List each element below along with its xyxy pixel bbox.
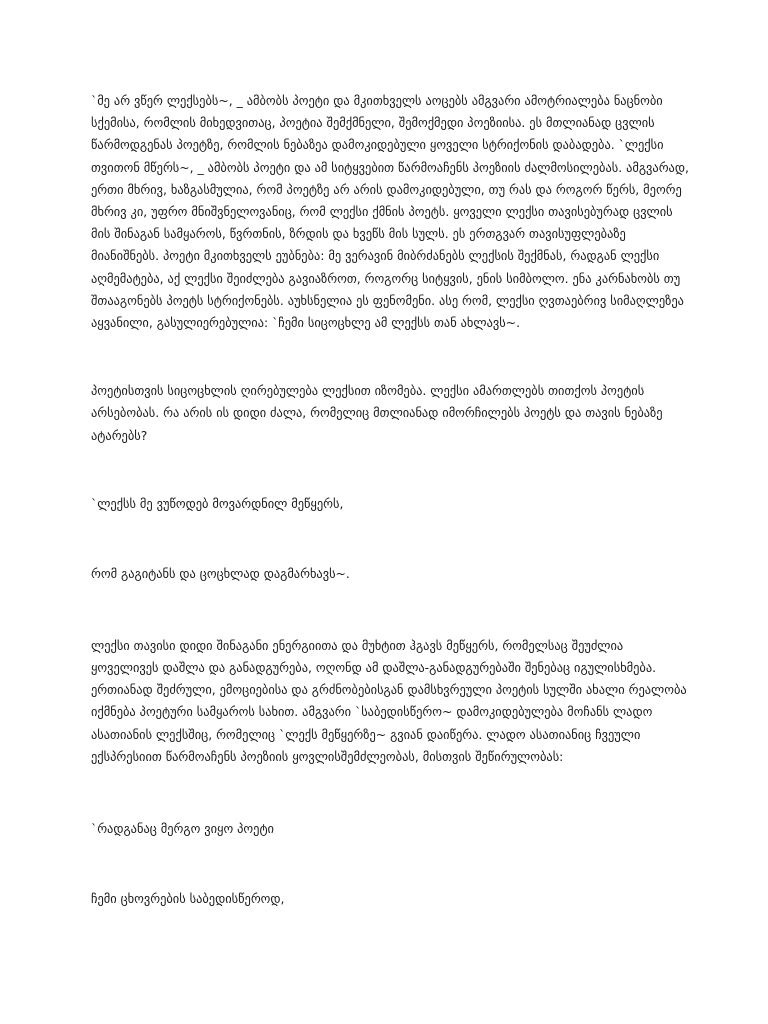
paragraph-2: პოეტისთვის სიცოცხლის ღირებულება ლექსით იზომება. ლექსი ამართლებს თითქოს პოეტის არსებობას. რა არის ის დიდი ძალა, რომელიც მთლიანად იმორჩილებს პოეტს და თავის ნებაზე ატარებს? xyxy=(91,383,663,443)
spacer xyxy=(91,515,691,563)
spacer xyxy=(91,585,691,635)
verse-line-1: `ლექსს მე ვუწოდებ მოვარდნილ მეწყერს, xyxy=(91,495,344,511)
verse-line-4: ჩემი ცხოვრების საბედისწეროდ, xyxy=(91,891,285,907)
document-body xyxy=(91,90,691,910)
verse-line-3: `რადგანაც მერგო ვიყო პოეტი xyxy=(91,821,274,837)
spacer xyxy=(91,334,691,380)
spacer xyxy=(91,447,691,493)
spacer xyxy=(91,768,691,818)
verse-line-2: რომ გაგიტანს და ცოცხლად დაგმარხავს~. xyxy=(91,565,350,581)
paragraph-3: ლექსი თავისი დიდი შინაგანი ენერგიითა და მუხტით ჰგავს მეწყერს, რომელსაც შეუძლია ყოველივეს დაშლა და განადგურება, ოღონდ ამ დაშლა-განადგურებაში შენებაც იგულისხმება. ერთიანად შეძრული, ემოციებისა და გრძნობებისგან დამსხვრეული პოეტის სულში ახალი რეალობა იქმნება პოეტური სამყაროს სახით. ამგვარი `საბედისწერო~ დამოკიდებულება მოჩანს ლადო ასათიანის ლექსშიც, რომელიც `ლექს მეწყერზე~ გვიან დაიწერა. ლადო ასათიანიც ჩვეული ექსპრესიით წარმოაჩენს პოეზიის ყოვლისშემძლეობას, მისთვის შეწირულობას: xyxy=(91,637,687,764)
paragraph-1: `მე არ ვწერ ლექსებს~, _ ამბობს პოეტი და მკითხველს აოცებს ამგვარი ამოტრიალება ნაცნობი სქემისა, რომლის მიხედვითაც, პოეტია შემქმნელი, შემოქმედი პოეზიისა. ეს მთლიანად ცვლის წარმოდგენას პოეტზე, რომლის ნებაზეა დამოკიდებული ყოველი სტრიქონის დაბადება. `ლექსი თვითონ მწერს~, _ ამბობს პოეტი და ამ სიტყვებით წარმოაჩენს პოეზიის ძალმოსილებას. ამგვარად, ერთი მხრივ, ხაზგასმულია, რომ პოეტზე არ არის დამოკიდებული, თუ რას და როგორ წერს, მეორე მხრივ კი, უფრო მნიშვნელოვანიც, რომ ლექსი ქმნის პოეტს. ყოველი ლექსი თავისებურად ცვლის მის შინაგან სამყაროს, წვრთნის, ზრდის და ხვეწს მის სულს. ეს ერთგვარ თავისუფლებაზე მიანიშნებს. პოეტი მკითხველს ეუბნება: მე ვერავინ მიბრძანებს ლექსის შექმნას, რადგან ლექსი აღმემატება, აქ ლექსი შეიძლება გავიაზროთ, როგორც სიტყვის, ენის სიმბოლო. ენა კარნახობს თუ შთააგონებს პოეტს სტრიქონებს. აუხსნელია ეს ფენომენი. ასე რომ, ლექსი ღვთაებრივ სიმაღლეზეა აყვანილი, გასულიერებულია: `ჩემი სიცოცხლე ამ ლექსს თან ახლავს~. xyxy=(91,93,689,331)
spacer xyxy=(91,840,691,888)
